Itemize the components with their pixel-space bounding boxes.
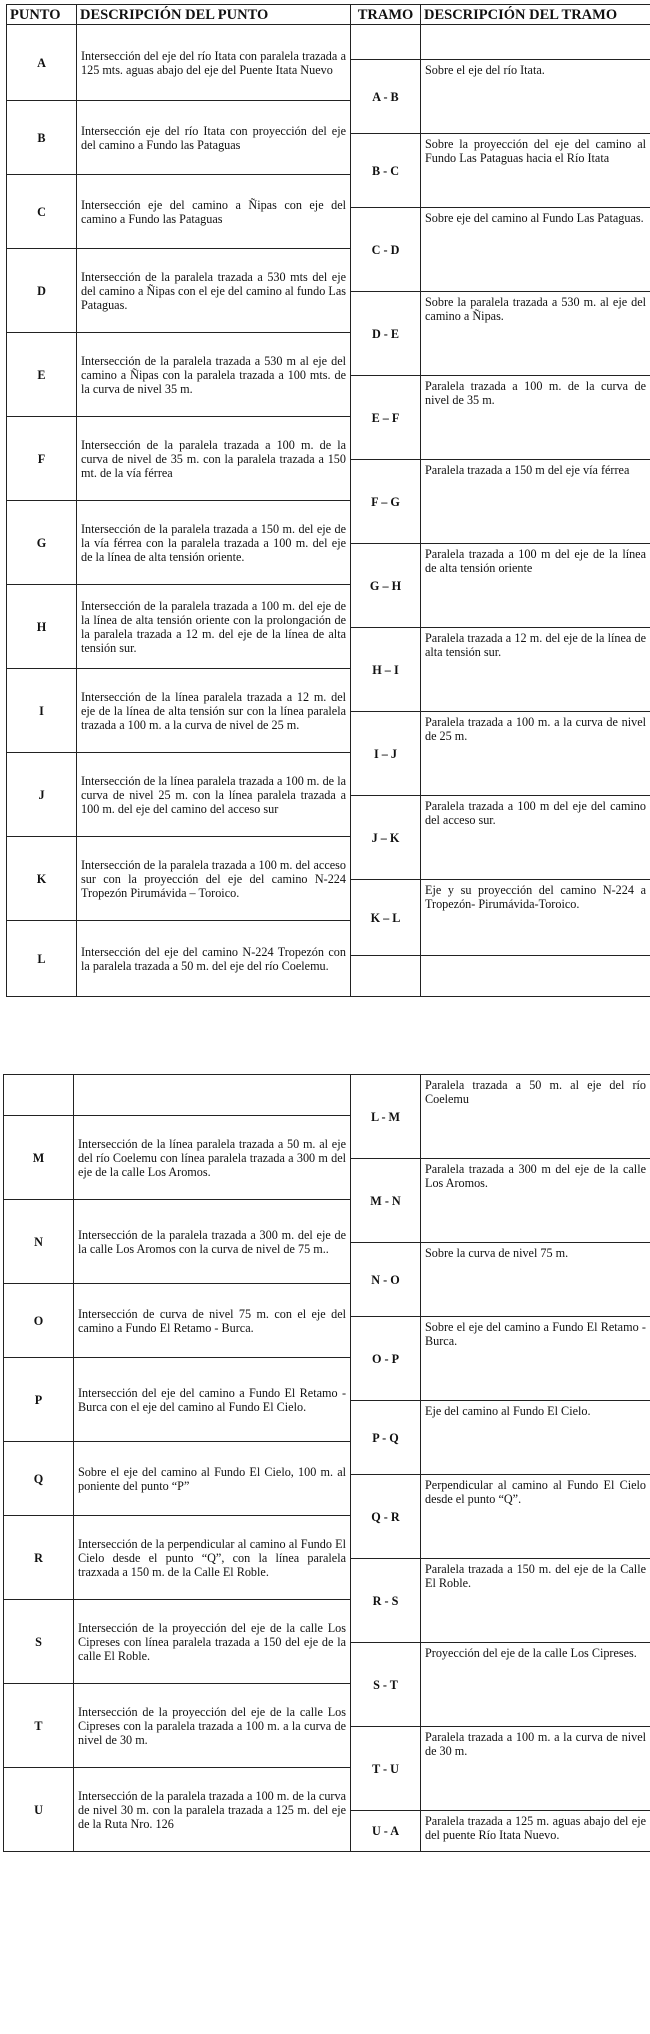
punto-id: A — [7, 25, 77, 101]
punto-id: P — [4, 1358, 74, 1442]
punto-descripcion: Intersección del eje del río Itata con paralela trazada a 125 mts. aguas abajo del eje del Puente Itata Nuevo — [77, 25, 351, 101]
tramo-descripcion: Eje del camino al Fundo El Cielo. — [421, 1401, 650, 1475]
tramo-descripcion: Sobre la proyección del eje del camino al Fundo Las Pataguas hacia el Río Itata — [421, 134, 650, 208]
tramo-descripcion: Paralela trazada a 150 m. del eje de la Calle El Roble. — [421, 1559, 650, 1643]
punto-id: K — [7, 837, 77, 921]
punto-id: D — [7, 249, 77, 333]
punto-descripcion: Intersección de curva de nivel 75 m. con el eje del camino a Fundo El Retamo - Burca. — [74, 1284, 351, 1358]
tramo-id: G – H — [351, 544, 421, 628]
punto-descripcion: Intersección del eje del camino a Fundo El Retamo - Burca con el eje del camino al Fundo El Cielo. — [74, 1358, 351, 1442]
tramo-id-empty — [351, 956, 421, 997]
table-row — [4, 1075, 650, 1116]
header-row — [7, 5, 650, 25]
tramo-id: L - M — [351, 1075, 421, 1159]
punto-descripcion: Intersección de la línea paralela trazada a 12 m. del eje de la línea de alta tensión sur con la línea paralela trazada a 100 m. a la curva de nivel de 25 m. — [77, 669, 351, 753]
tramo-id: S - T — [351, 1643, 421, 1727]
tramo-descripcion: Perpendicular al camino al Fundo El Cielo desde el punto “Q”. — [421, 1475, 650, 1559]
tramo-descripcion: Sobre el eje del río Itata. — [421, 60, 650, 134]
punto-id: B — [7, 101, 77, 175]
tramo-descripcion: Proyección del eje de la calle Los Cipreses. — [421, 1643, 650, 1727]
punto-id: I — [7, 669, 77, 753]
tramo-descripcion: Paralela trazada a 300 m del eje de la calle Los Aromos. — [421, 1159, 650, 1243]
tramo-id: Q - R — [351, 1475, 421, 1559]
tramo-descripcion: Paralela trazada a 125 m. aguas abajo del eje del puente Río Itata Nuevo. — [421, 1811, 650, 1852]
punto-id: J — [7, 753, 77, 837]
tramo-id-empty — [351, 25, 421, 60]
tramo-descripcion: Sobre el eje del camino a Fundo El Retamo - Burca. — [421, 1317, 650, 1401]
punto-id: N — [4, 1200, 74, 1284]
punto-descripcion: Intersección de la paralela trazada a 300 m. del eje de la calle Los Aromos con la curva de nivel de 75 m.. — [74, 1200, 351, 1284]
tramo-id: M - N — [351, 1159, 421, 1243]
punto-descripcion: Intersección de la paralela trazada a 530 mts del eje del camino a Ñipas con el eje del camino al fundo Las Pataguas. — [77, 249, 351, 333]
punto-id: R — [4, 1516, 74, 1600]
punto-descripcion: Intersección de la paralela trazada a 100 m. del eje de la línea de alta tensión oriente con la prolongación de la paralela trazada a 12 m. del eje de la línea de alta tensión sur. — [77, 585, 351, 669]
tramo-id: N - O — [351, 1243, 421, 1317]
tramo-id: H – I — [351, 628, 421, 712]
punto-id: M — [4, 1116, 74, 1200]
punto-id: L — [7, 921, 77, 997]
tramo-descripcion: Paralela trazada a 100 m del eje del camino del acceso sur. — [421, 796, 650, 880]
punto-id: E — [7, 333, 77, 417]
punto-descripcion: Intersección de la línea paralela trazada a 50 m. al eje del río Coelemu con línea paralela trazada a 300 m del eje de la calle Los Aromos. — [74, 1116, 351, 1200]
tramo-descripcion: Paralela trazada a 150 m del eje vía férrea — [421, 460, 650, 544]
punto-descripcion: Intersección de la perpendicular al camino al Fundo El Cielo desde el punto “Q”, con la línea paralela trazxada a 150 m. de la Calle El Roble. — [74, 1516, 351, 1600]
punto-id: Q — [4, 1442, 74, 1516]
table-row — [7, 25, 650, 60]
tramo-id: T - U — [351, 1727, 421, 1811]
punto-descripcion: Intersección de la paralela trazada a 530 m al eje del camino a Ñipas con la paralela trazada a 100 mts. de la curva de nivel 35 m. — [77, 333, 351, 417]
punto-id: G — [7, 501, 77, 585]
punto-id: F — [7, 417, 77, 501]
table-body-lower — [4, 1075, 650, 1852]
tramo-descripcion: Paralela trazada a 100 m del eje de la línea de alta tensión oriente — [421, 544, 650, 628]
tramo-id: P - Q — [351, 1401, 421, 1475]
punto-descripcion: Intersección de la paralela trazada a 100 m. del acceso sur con la proyección del eje del camino N-224 Tropezón Pirumávida – Toroico. — [77, 837, 351, 921]
tramo-id: F – G — [351, 460, 421, 544]
tramo-id: E – F — [351, 376, 421, 460]
punto-id: U — [4, 1768, 74, 1852]
tramo-descripcion: Sobre eje del camino al Fundo Las Pataguas. — [421, 208, 650, 292]
punto-id: S — [4, 1600, 74, 1684]
tramo-id: I – J — [351, 712, 421, 796]
table-body-upper — [7, 25, 650, 997]
tramo-descripcion: Paralela trazada a 100 m. de la curva de nivel de 35 m. — [421, 376, 650, 460]
tramo-descripcion: Paralela trazada a 100 m. a la curva de nivel de 25 m. — [421, 712, 650, 796]
punto-descripcion: Intersección de la proyección del eje de la calle Los Cipreses con la paralela trazada a 100 m. a la curva de nivel de 30 m. — [74, 1684, 351, 1768]
tramo-id: A - B — [351, 60, 421, 134]
col-header-punto: PUNTO — [7, 5, 77, 25]
tramo-id: B - C — [351, 134, 421, 208]
tramo-id: K – L — [351, 880, 421, 956]
punto-descripcion: Intersección eje del camino a Ñipas con eje del camino a Fundo las Pataguas — [77, 175, 351, 249]
tramo-descripcion-empty — [421, 25, 650, 60]
tramo-descripcion: Paralela trazada a 12 m. del eje de la línea de alta tensión sur. — [421, 628, 650, 712]
tramo-id: U - A — [351, 1811, 421, 1852]
tramo-descripcion-empty — [421, 956, 650, 997]
punto-descripcion: Intersección de la proyección del eje de la calle Los Cipreses con línea paralela trazada a 150 del eje de la calle El Roble. — [74, 1600, 351, 1684]
punto-descripcion: Intersección de la paralela trazada a 150 m. del eje de la vía férrea con la paralela trazada a 100 m. del eje de la línea de alta tensión oriente. — [77, 501, 351, 585]
tramo-id: D - E — [351, 292, 421, 376]
punto-id: O — [4, 1284, 74, 1358]
punto-descripcion: Intersección eje del río Itata con proyección del eje del camino a Fundo las Pataguas — [77, 101, 351, 175]
table-lower — [3, 1074, 650, 1852]
punto-descripcion: Intersección del eje del camino N-224 Tropezón con la paralela trazada a 50 m. del eje del río Coelemu. — [77, 921, 351, 997]
punto-desc-cell — [74, 1075, 351, 1116]
punto-descripcion: Intersección de la paralela trazada a 100 m. de la curva de nivel de 35 m. con la paralela trazada a 150 mt. de la vía férrea — [77, 417, 351, 501]
tramo-descripcion: Paralela trazada a 50 m. al eje del río Coelemu — [421, 1075, 650, 1159]
table-upper — [6, 4, 650, 997]
tramo-descripcion: Sobre la paralela trazada a 530 m. al eje del camino a Ñipas. — [421, 292, 650, 376]
tramo-descripcion: Eje y su proyección del camino N-224 a Tropezón- Pirumávida-Toroico. — [421, 880, 650, 956]
col-header-descripcion-tramo: DESCRIPCIÓN DEL TRAMO — [421, 5, 650, 25]
col-header-descripcion-punto: DESCRIPCIÓN DEL PUNTO — [77, 5, 351, 25]
punto-id: C — [7, 175, 77, 249]
punto-descripcion: Sobre el eje del camino al Fundo El Cielo, 100 m. al poniente del punto “P” — [74, 1442, 351, 1516]
tramo-id: O - P — [351, 1317, 421, 1401]
tramo-descripcion: Sobre la curva de nivel 75 m. — [421, 1243, 650, 1317]
punto-cell — [4, 1075, 74, 1116]
col-header-tramo: TRAMO — [351, 5, 421, 25]
tramo-descripcion: Paralela trazada a 100 m. a la curva de nivel de 30 m. — [421, 1727, 650, 1811]
tramo-id: C - D — [351, 208, 421, 292]
punto-descripcion: Intersección de la línea paralela trazada a 100 m. de la curva de nivel 25 m. con la línea paralela trazada a 100 m. del eje del camino del acceso sur — [77, 753, 351, 837]
punto-id: T — [4, 1684, 74, 1768]
tramo-id: J – K — [351, 796, 421, 880]
punto-id: H — [7, 585, 77, 669]
tramo-id: R - S — [351, 1559, 421, 1643]
punto-descripcion: Intersección de la paralela trazada a 100 m. de la curva de nivel 30 m. con la paralela trazada a 125 m. del eje de la Ruta Nro. 126 — [74, 1768, 351, 1852]
